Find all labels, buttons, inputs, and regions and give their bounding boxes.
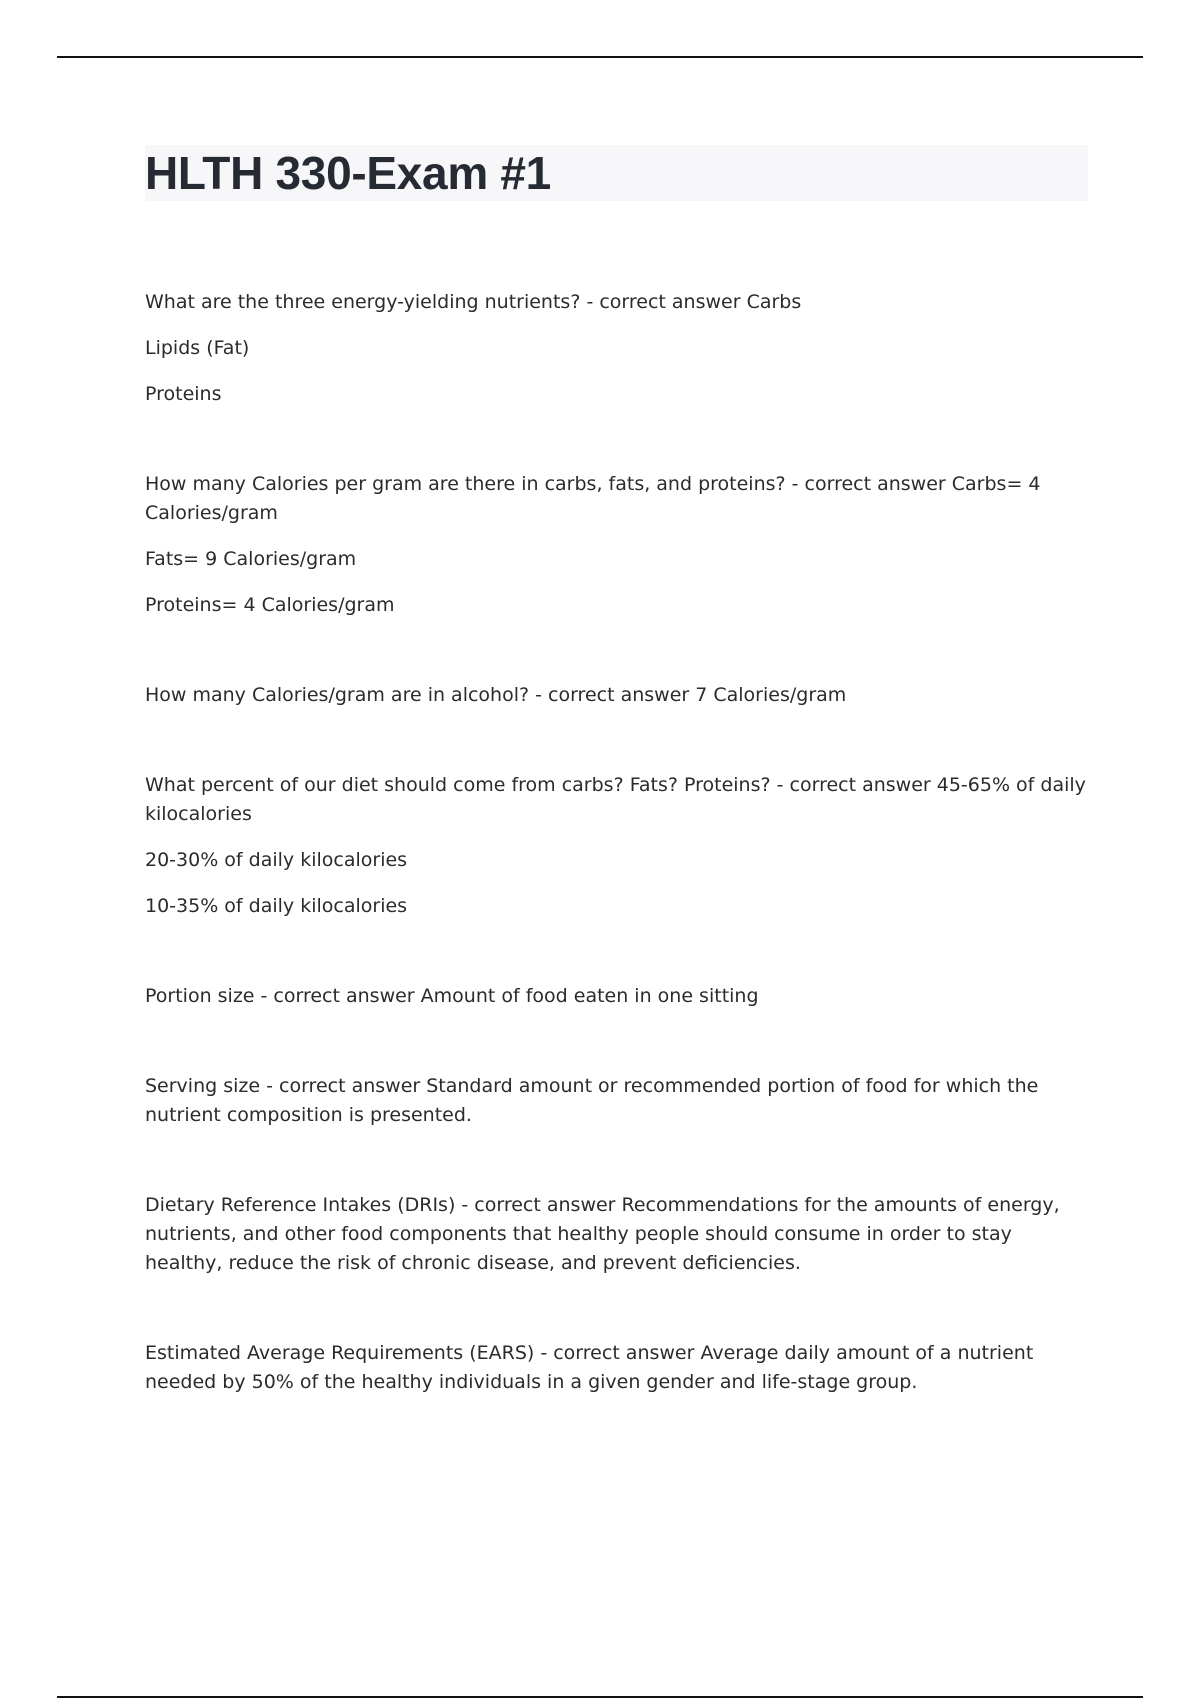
qa-line: Serving size - correct answer Standard amount or recommended portion of food for which the nutrient composition is presented. (145, 1075, 1039, 1126)
qa-line: Fats= 9 Calories/gram (145, 548, 357, 570)
qa-line: Portion size - correct answer Amount of food eaten in one sitting (145, 985, 759, 1007)
qa-item (145, 1072, 1090, 1130)
qa-line: 10-35% of daily kilocalories (145, 895, 408, 917)
qa-item (145, 470, 1090, 620)
qa-item (145, 771, 1090, 921)
qa-line: Proteins= 4 Calories/gram (145, 594, 395, 616)
qa-line: What are the three energy-yielding nutrients? - correct answer Carbs (145, 291, 802, 313)
qa-line: 20-30% of daily kilocalories (145, 849, 408, 871)
qa-item (145, 1339, 1090, 1397)
page-title: HLTH 330-Exam #1 (145, 147, 551, 199)
qa-item (145, 1191, 1090, 1278)
qa-line: How many Calories/gram are in alcohol? - correct answer 7 Calories/gram (145, 684, 847, 706)
qa-item (145, 288, 1090, 409)
footer-rule (57, 1696, 1143, 1698)
qa-list (145, 288, 1090, 1458)
qa-line: Lipids (Fat) (145, 337, 250, 359)
qa-line: What percent of our diet should come from carbs? Fats? Proteins? - correct answer 45-65% of daily kilocalories (145, 774, 1086, 825)
qa-item (145, 681, 1090, 710)
qa-line: Estimated Average Requirements (EARS) - correct answer Average daily amount of a nutrient needed by 50% of the healthy individuals in a given gender and life-stage group. (145, 1342, 1034, 1393)
header-rule (57, 56, 1143, 58)
qa-line: Dietary Reference Intakes (DRIs) - correct answer Recommendations for the amounts of energy, nutrients, and other food components that healthy people should consume in order to stay healthy, reduce the risk of chronic disease, and prevent deficiencies. (145, 1194, 1060, 1274)
qa-item (145, 982, 1090, 1011)
qa-line: How many Calories per gram are there in carbs, fats, and proteins? - correct answer Carbs= 4 Calories/gram (145, 473, 1041, 524)
qa-line: Proteins (145, 383, 222, 405)
